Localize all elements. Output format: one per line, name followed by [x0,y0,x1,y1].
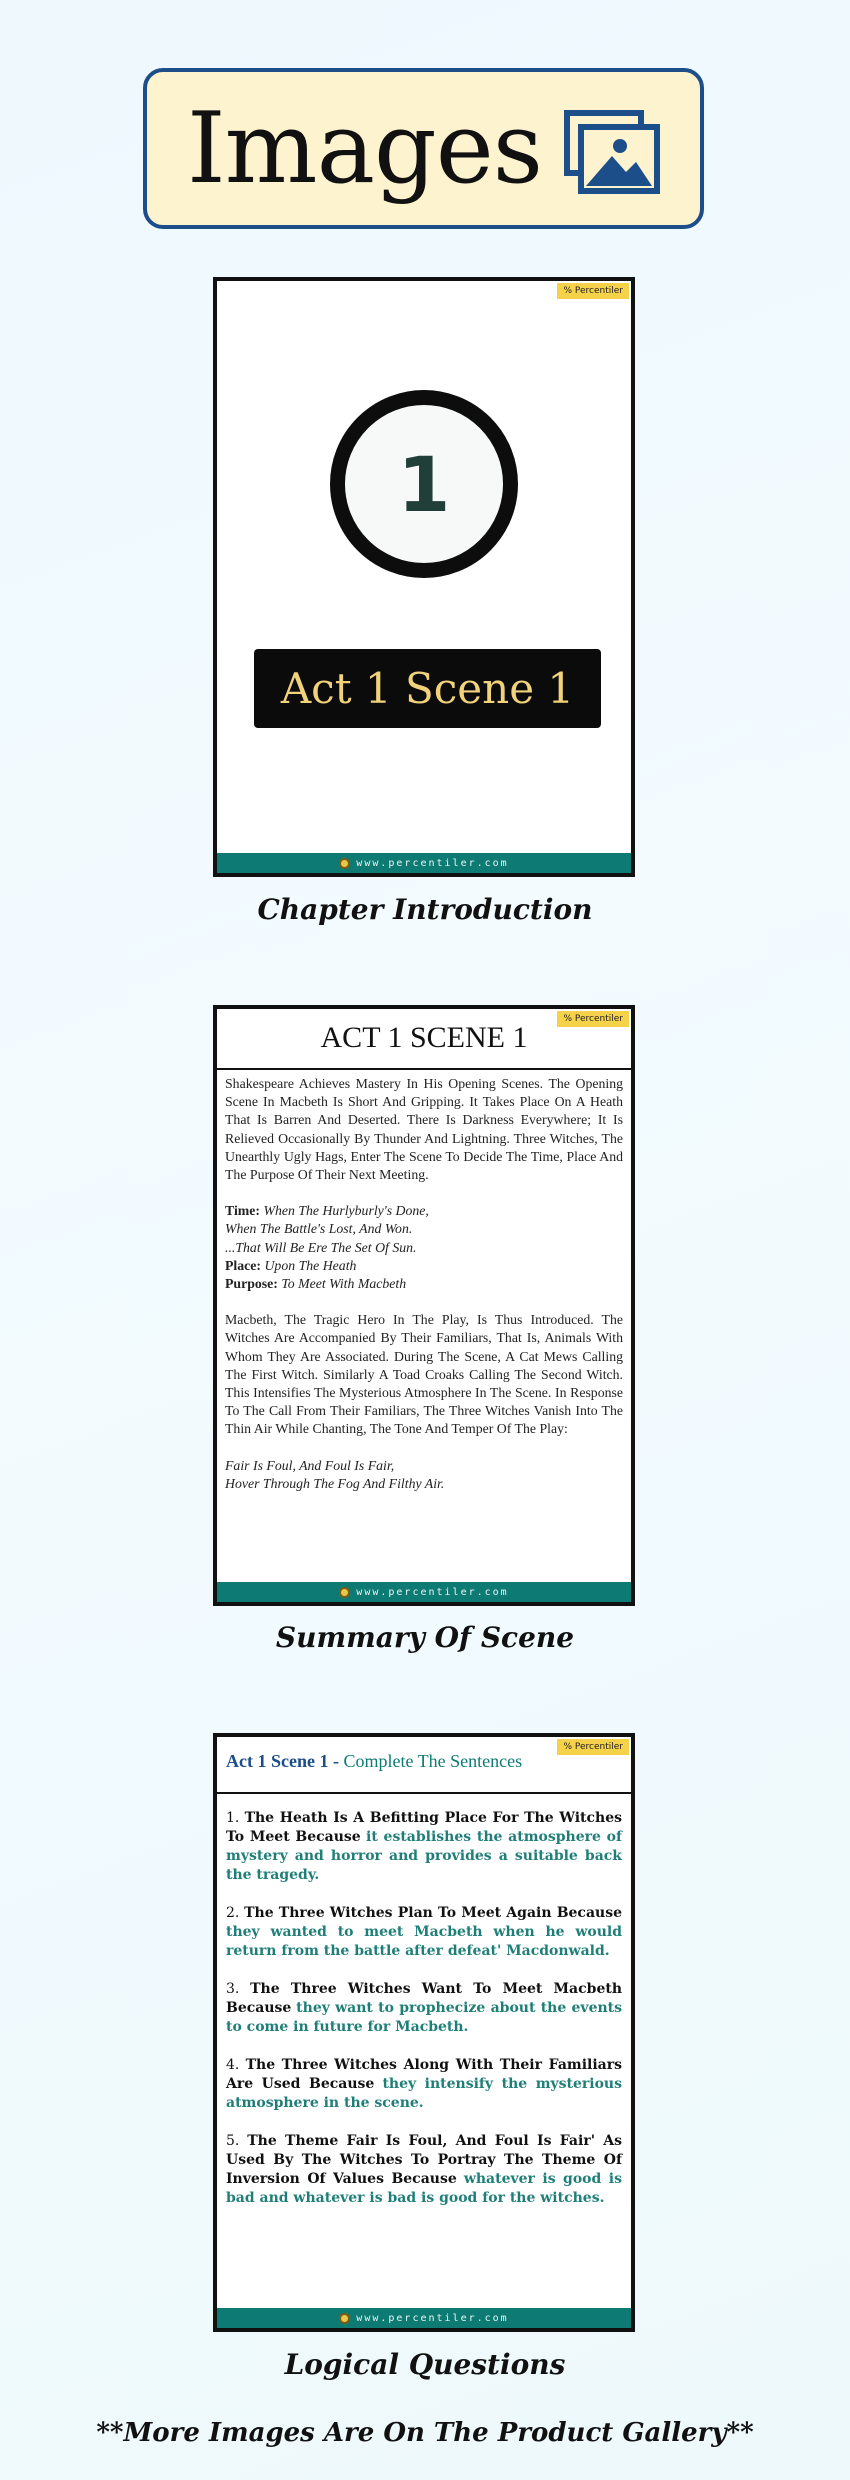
quote-block [225,1457,623,1493]
question-item [226,2132,622,2208]
page-logical-questions [213,1733,635,2332]
image-gallery-icon [564,110,660,199]
time-line: When The Hurlyburly's Done, [263,1203,429,1219]
question-answer: they wanted to meet Macbeth when he would return from the battle after defeat' Macdonwald. [226,1924,622,1959]
question-answer: they want to prophecize about the events to come in future for Macbeth. [226,2000,622,2035]
title-divider [217,1068,631,1070]
header-title: Images [186,91,543,206]
footer-url: www.percentiler.com [356,2312,509,2324]
images-header-card [143,68,704,229]
time-line: When The Battle's Lost, And Won. [225,1221,413,1237]
brand-badge: % Percentiler [557,1739,629,1755]
question-text: The Three Witches Along With Their Familiars Are Used Because [226,2057,622,2092]
questions-list [226,1809,622,2227]
footer-url: www.percentiler.com [356,1586,509,1598]
purpose-value: To Meet With Macbeth [281,1276,407,1292]
question-number: 3. [226,1981,240,1997]
question-answer: it establishes the atmosphere of mystery and horror and provides a suitable back the tragedy. [226,1829,622,1883]
brand-badge: % Percentiler [557,1011,629,1027]
question-text: The Heath Is A Befitting Place For The Witches To Meet Because [226,1810,622,1845]
question-number: 2. [226,1905,240,1921]
questions-title [226,1751,522,1772]
logo-dot-icon [339,858,350,869]
time-label: Time: [225,1203,260,1219]
question-item [226,2056,622,2113]
page-footer [217,853,631,873]
act-scene-banner: Act 1 Scene 1 [254,649,601,728]
question-answer: whatever is good is bad and whatever is bad is good for the witches. [226,2171,622,2206]
caption-logical-questions: Logical Questions [284,2348,566,2381]
caption-summary-of-scene: Summary Of Scene [275,1621,575,1654]
quote-line: Fair Is Foul, And Foul Is Fair, [225,1457,395,1473]
question-number: 4. [226,2057,240,2073]
page-summary-of-scene [213,1005,635,1606]
question-text: The Theme Fair Is Foul, And Foul Is Fair' As Used By The Witches To Portray The Theme Of Inversion Of Values Because [226,2133,623,2187]
meeting-details [225,1202,623,1293]
question-number: 1. [226,1810,240,1826]
brand-badge: % Percentiler [557,283,629,299]
page-footer [217,2308,631,2328]
place-value: Upon The Heath [264,1257,357,1273]
question-item [226,1904,622,1961]
place-label: Place: [225,1257,262,1273]
page-footer [217,1582,631,1602]
page-chapter-introduction [213,277,635,877]
summary-paragraph: Shakespeare Achieves Mastery In His Opening Scenes. The Opening Scene In Macbeth Is Short And Gripping. It Takes Place On A Heath That Is Barren And Deserted. There Is Darkness Everywhere; It Is Relieved Occasionally By Thunder And Lightning. Three Witches, The Unearthly Ugly Hags, Enter The Scene To Decide The Time, Place And The Purpose Of Their Next Meeting. [225,1076,623,1183]
chapter-number: 1 [397,439,451,529]
question-number: 5. [226,2133,240,2149]
logo-dot-icon [339,2313,350,2324]
footer-url: www.percentiler.com [356,857,509,869]
questions-title-strong: Act 1 Scene 1 - [226,1751,339,1771]
summary-body [225,1075,623,1511]
time-line: ...That Will Be Ere The Set Of Sun. [225,1239,417,1255]
question-item [226,1980,622,2037]
purpose-label: Purpose: [225,1276,278,1292]
scene-title: ACT 1 SCENE 1 [320,1021,528,1054]
question-text: The Three Witches Plan To Meet Again Because [244,1905,622,1921]
questions-title-soft: Complete The Sentences [343,1751,523,1771]
question-text: The Three Witches Want To Meet Macbeth Because [226,1981,622,2016]
caption-chapter-introduction: Chapter Introduction [257,893,593,926]
logo-dot-icon [339,1587,350,1598]
question-item [226,1809,622,1885]
chapter-number-circle [330,390,518,578]
title-divider [217,1792,631,1794]
more-images-note: **More Images Are On The Product Gallery** [96,2418,754,2448]
question-answer: they intensify the mysterious atmosphere in the scene. [226,2076,622,2111]
quote-line: Hover Through The Fog And Filthy Air. [225,1475,445,1491]
summary-paragraph: Macbeth, The Tragic Hero In The Play, Is Thus Introduced. The Witches Are Accompanied By Their Familiars, That Is, Animals With Whom They Are Associated. During The Scene, A Cat Mews Calling The First Witch. Similarly A Toad Croaks Calling The Second Witch. This Intensifies The Mysterious Atmosphere In The Scene. In Response To The Call From Their Familiars, The Three Witches Vanish Into The Thin Air While Chanting, The Tone And Temper Of The Play: [225,1312,623,1437]
